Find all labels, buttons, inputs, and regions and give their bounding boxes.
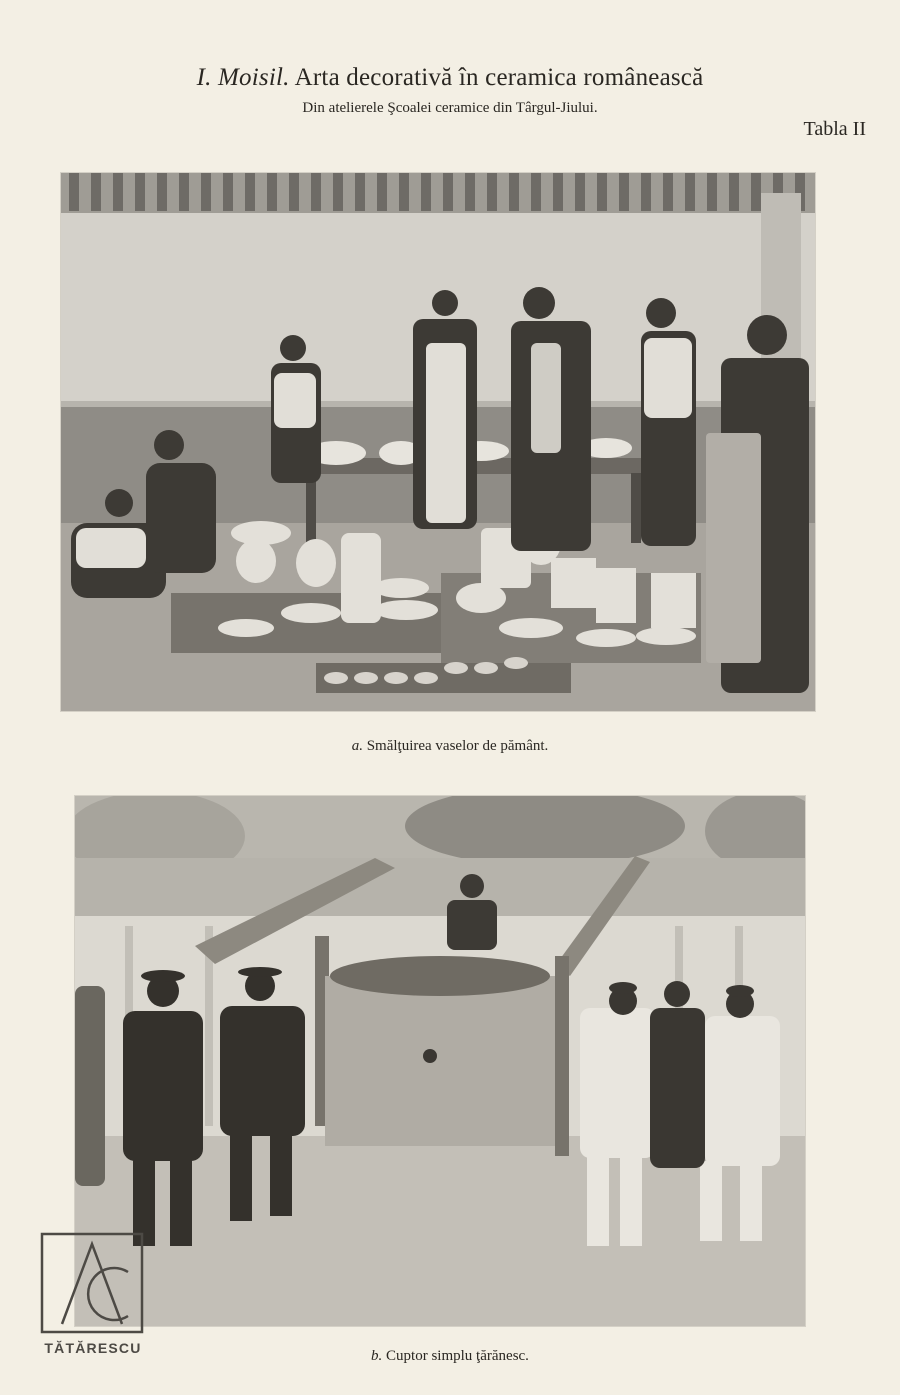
figure-letter-b: b.: [371, 1348, 383, 1364]
page-title: [0, 64, 900, 92]
tatarescu-watermark-logo: [40, 1232, 146, 1356]
watermark-name: TĂTĂRESCU: [44, 1340, 142, 1356]
figure-text-a: Smălţuirea vaselor de pământ.: [366, 738, 549, 754]
ac-monogram-icon: [40, 1232, 146, 1336]
photo-peasant-kiln: [75, 796, 805, 1326]
figure-letter-a: a.: [351, 738, 363, 754]
article-title: Arta decorativă în ceramica românească: [294, 64, 704, 91]
figure-text-b: Cuptor simplu ţărănesc.: [386, 1348, 529, 1364]
figure-caption-a: [0, 738, 900, 755]
photo-glazing-pottery: [61, 173, 815, 711]
page-subtitle: Din atelierele Şcoalei ceramice din Târgul-Jiului.: [302, 100, 598, 116]
plate-number: Tabla II: [803, 118, 866, 140]
author-name: I. Moisil.: [196, 64, 290, 91]
